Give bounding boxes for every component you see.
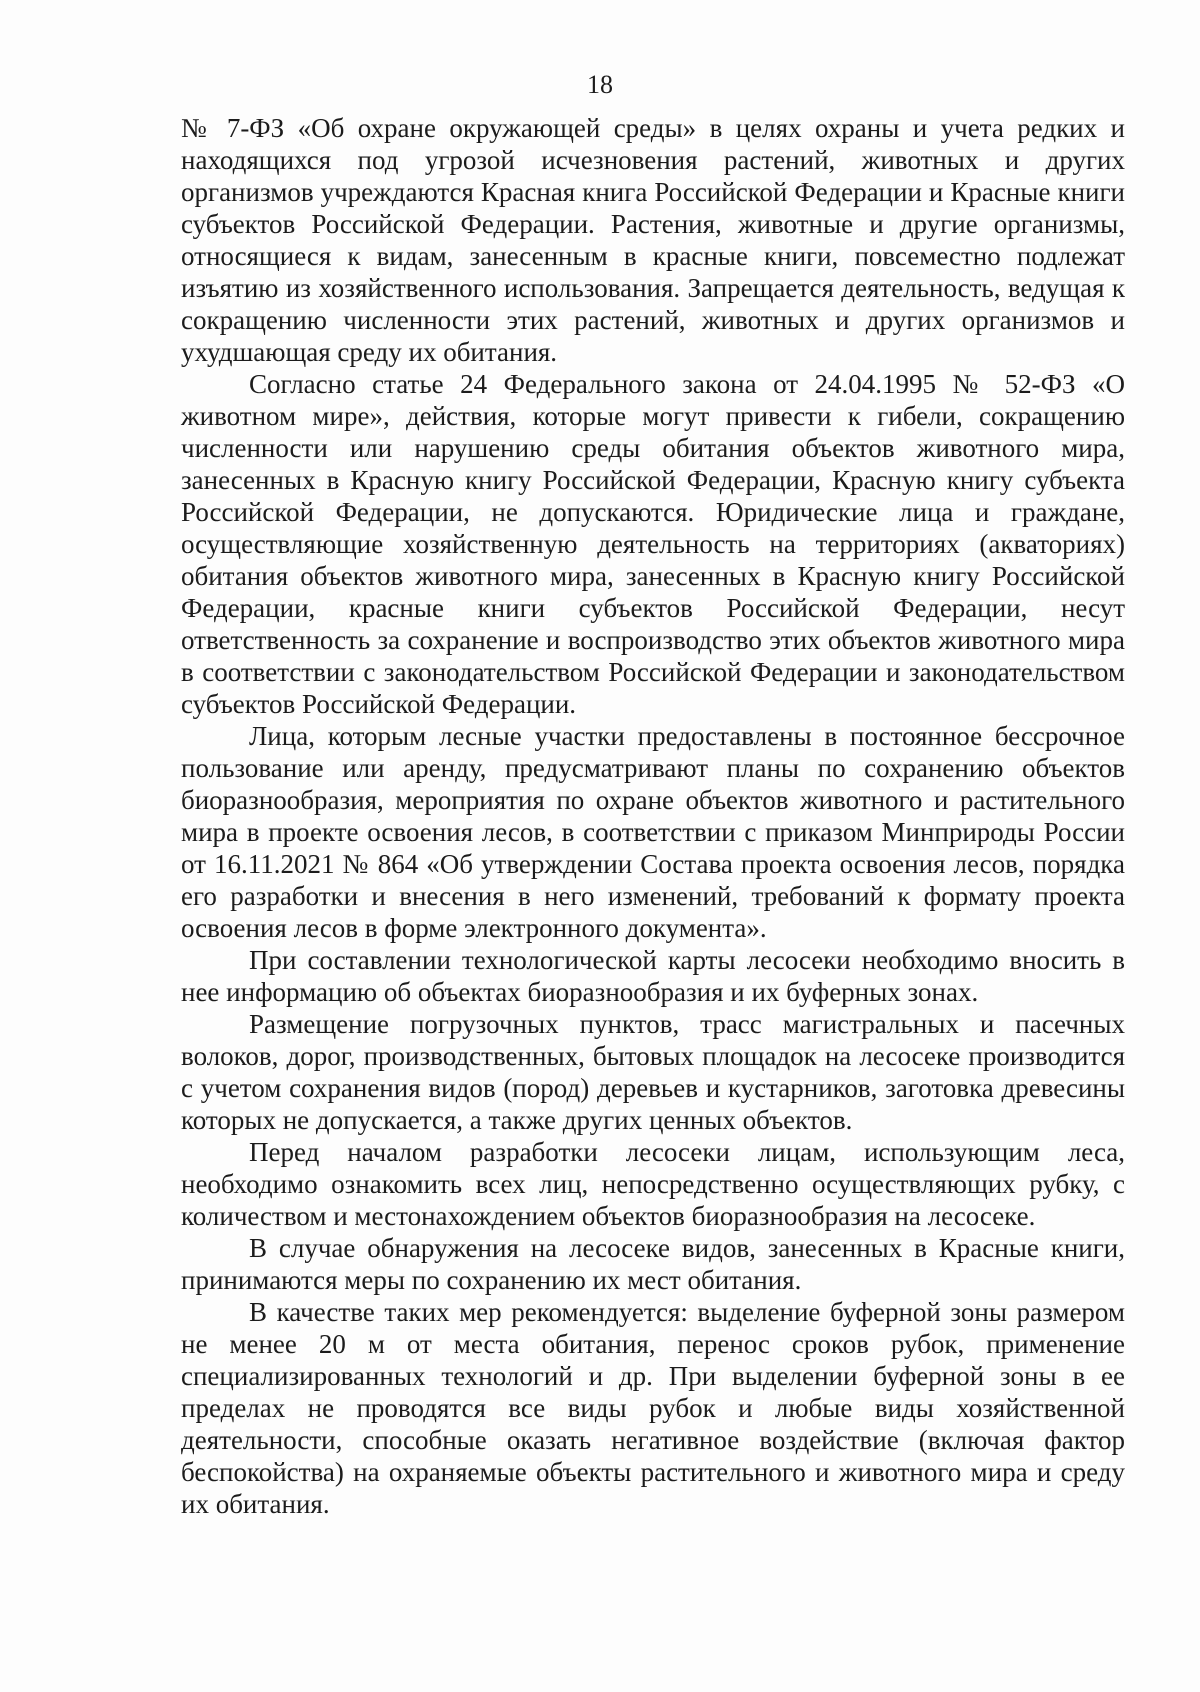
paragraph-loading-points: Размещение погрузочных пунктов, трасс магистральных и пасечных волоков, дорог, производственных, бытовых площадок на лесосеке производится с учетом сохранения видов (пород) деревьев и кустарников, заготовка древесины которых не допускается, а также других ценных объектов. xyxy=(181,1009,1125,1135)
paragraph-technological-map: При составлении технологической карты лесосеки необходимо вносить в нее информацию об объектах биоразнообразия и их буферных зонах. xyxy=(181,945,1125,1007)
paragraph-before-logging: Перед началом разработки лесосеки лицам, использующим леса, необходимо ознакомить всех лиц, непосредственно осуществляющих рубку, с количеством и местонахождением объектов биоразнообразия на лесосеке. xyxy=(181,1137,1125,1231)
document-body xyxy=(181,112,1125,1520)
paragraph-continuation: № 7-ФЗ «Об охране окружающей среды» в целях охраны и учета редких и находящихся под угрозой исчезновения растений, животных и других организмов учреждаются Красная книга Российской Федерации и Красные книги субъектов Российской Федерации. Растения, животные и другие организмы, относящиеся к видам, занесенным в красные книги, повсеместно подлежат изъятию из хозяйственного использования. Запрещается деятельность, ведущая к сокращению численности этих растений, животных и других организмов и ухудшающая среду их обитания. xyxy=(181,113,1125,367)
paragraph-forest-users-plans: Лица, которым лесные участки предоставлены в постоянное бессрочное пользование или аренду, предусматривают планы по сохранению объектов биоразнообразия, мероприятия по охране объектов животного и растительного мира в проекте освоения лесов, в соответствии с приказом Минприроды России от 16.11.2021 № 864 «Об утверждении Состава проекта освоения лесов, порядка его разработки и внесения в него изменений, требований к формату проекта освоения лесов в форме электронного документа». xyxy=(181,721,1125,943)
paragraph-buffer-zone-measures: В качестве таких мер рекомендуется: выделение буферной зоны размером не менее 20 м от места обитания, перенос сроков рубок, применение специализированных технологий и др. При выделении буферной зоны в ее пределах не проводятся все виды рубок и любые виды хозяйственной деятельности, способные оказать негативное воздействие (включая фактор беспокойства) на охраняемые объекты растительного и животного мира и среду их обитания. xyxy=(181,1297,1125,1519)
page-number: 18 xyxy=(587,70,613,99)
paragraph-animal-world-law: Согласно статье 24 Федерального закона от 24.04.1995 № 52-ФЗ «О животном мире», действия, которые могут привести к гибели, сокращению численности или нарушению среды обитания объектов животного мира, занесенных в Красную книгу Российской Федерации, Красную книгу субъекта Российской Федерации, не допускаются. Юридические лица и граждане, осуществляющие хозяйственную деятельность на территориях (акваториях) обитания объектов животного мира, занесенных в Красную книгу Российской Федерации, красные книги субъектов Российской Федерации, несут ответственность за сохранение и воспроизводство этих объектов животного мира в соответствии с законодательством Российской Федерации и законодательством субъектов Российской Федерации. xyxy=(181,369,1125,719)
paragraph-red-book-species: В случае обнаружения на лесосеке видов, занесенных в Красные книги, принимаются меры по сохранению их мест обитания. xyxy=(181,1233,1125,1295)
